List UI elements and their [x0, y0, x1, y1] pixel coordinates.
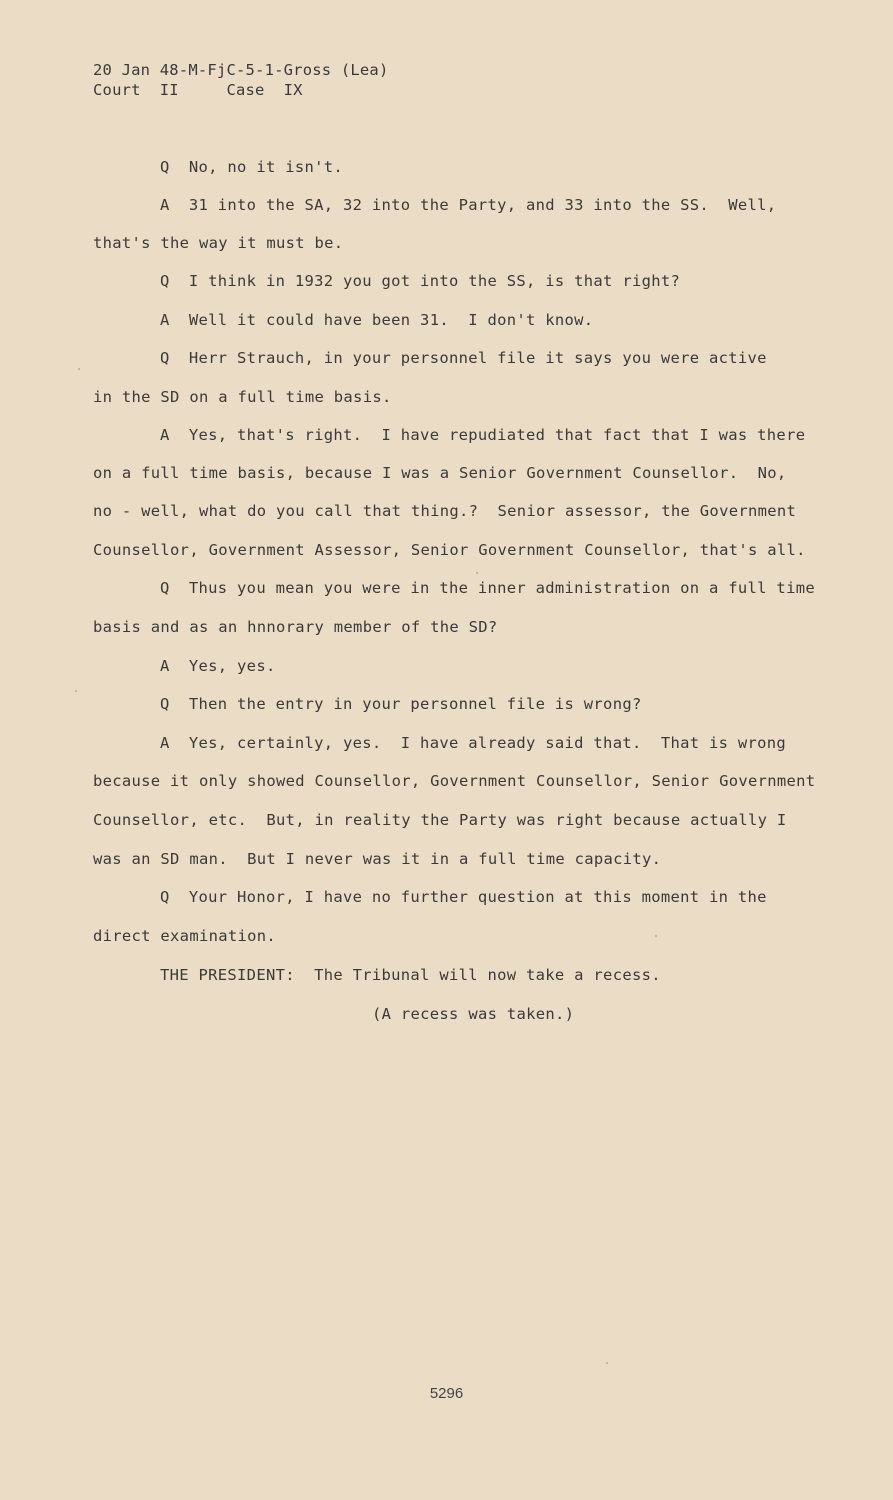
paper-speck	[655, 935, 657, 937]
transcript-line: direct examination.	[93, 927, 277, 945]
transcript-line: Counsellor, Government Assessor, Senior Government Counsellor, that's all.	[93, 541, 806, 559]
page-number: 5296	[429, 1385, 464, 1402]
transcript-line: Counsellor, etc. But, in reality the Party was right because actually I	[93, 811, 787, 829]
transcript-line: Q Your Honor, I have no further question at this moment in the	[160, 888, 767, 906]
transcript-line: basis and as an hnnorary member of the SD?	[93, 618, 498, 636]
transcript-line: Q I think in 1932 you got into the SS, is that right?	[160, 272, 681, 290]
paper-speck	[78, 368, 80, 370]
transcript-line: Q Then the entry in your personnel file is wrong?	[160, 695, 642, 713]
transcript-line: that's the way it must be.	[93, 234, 344, 252]
header-line-2: Court II Case IX	[93, 81, 303, 99]
transcript-line: A Well it could have been 31. I don't know.	[160, 311, 594, 329]
transcript-line: A 31 into the SA, 32 into the Party, and 33 into the SS. Well,	[160, 196, 777, 214]
transcript-line: no - well, what do you call that thing.? Senior assessor, the Government	[93, 502, 797, 520]
transcript-line: in the SD on a full time basis.	[93, 388, 392, 406]
paper-speck	[476, 572, 478, 574]
transcript-line: A Yes, certainly, yes. I have already said that. That is wrong	[160, 734, 787, 752]
transcript-line: (A recess was taken.)	[372, 1005, 575, 1023]
transcript-line: A Yes, yes.	[160, 657, 276, 675]
transcript-line: Q Thus you mean you were in the inner administration on a full time	[160, 579, 815, 597]
document-header	[93, 60, 389, 100]
transcript-line: Q Herr Strauch, in your personnel file it says you were active	[160, 349, 767, 367]
transcript-line: Q No, no it isn't.	[160, 158, 344, 176]
paper-speck	[606, 1362, 608, 1364]
transcript-line: A Yes, that's right. I have repudiated that fact that I was there	[160, 426, 806, 444]
transcript-line: was an SD man. But I never was it in a full time capacity.	[93, 850, 662, 868]
paper-speck	[75, 690, 77, 692]
transcript-line: THE PRESIDENT: The Tribunal will now take a recess.	[160, 966, 661, 984]
header-line-1: 20 Jan 48-M-FjC-5-1-Gross (Lea)	[93, 61, 389, 79]
transcript-line: because it only showed Counsellor, Government Counsellor, Senior Government	[93, 772, 816, 790]
transcript-line: on a full time basis, because I was a Senior Government Counsellor. No,	[93, 464, 787, 482]
